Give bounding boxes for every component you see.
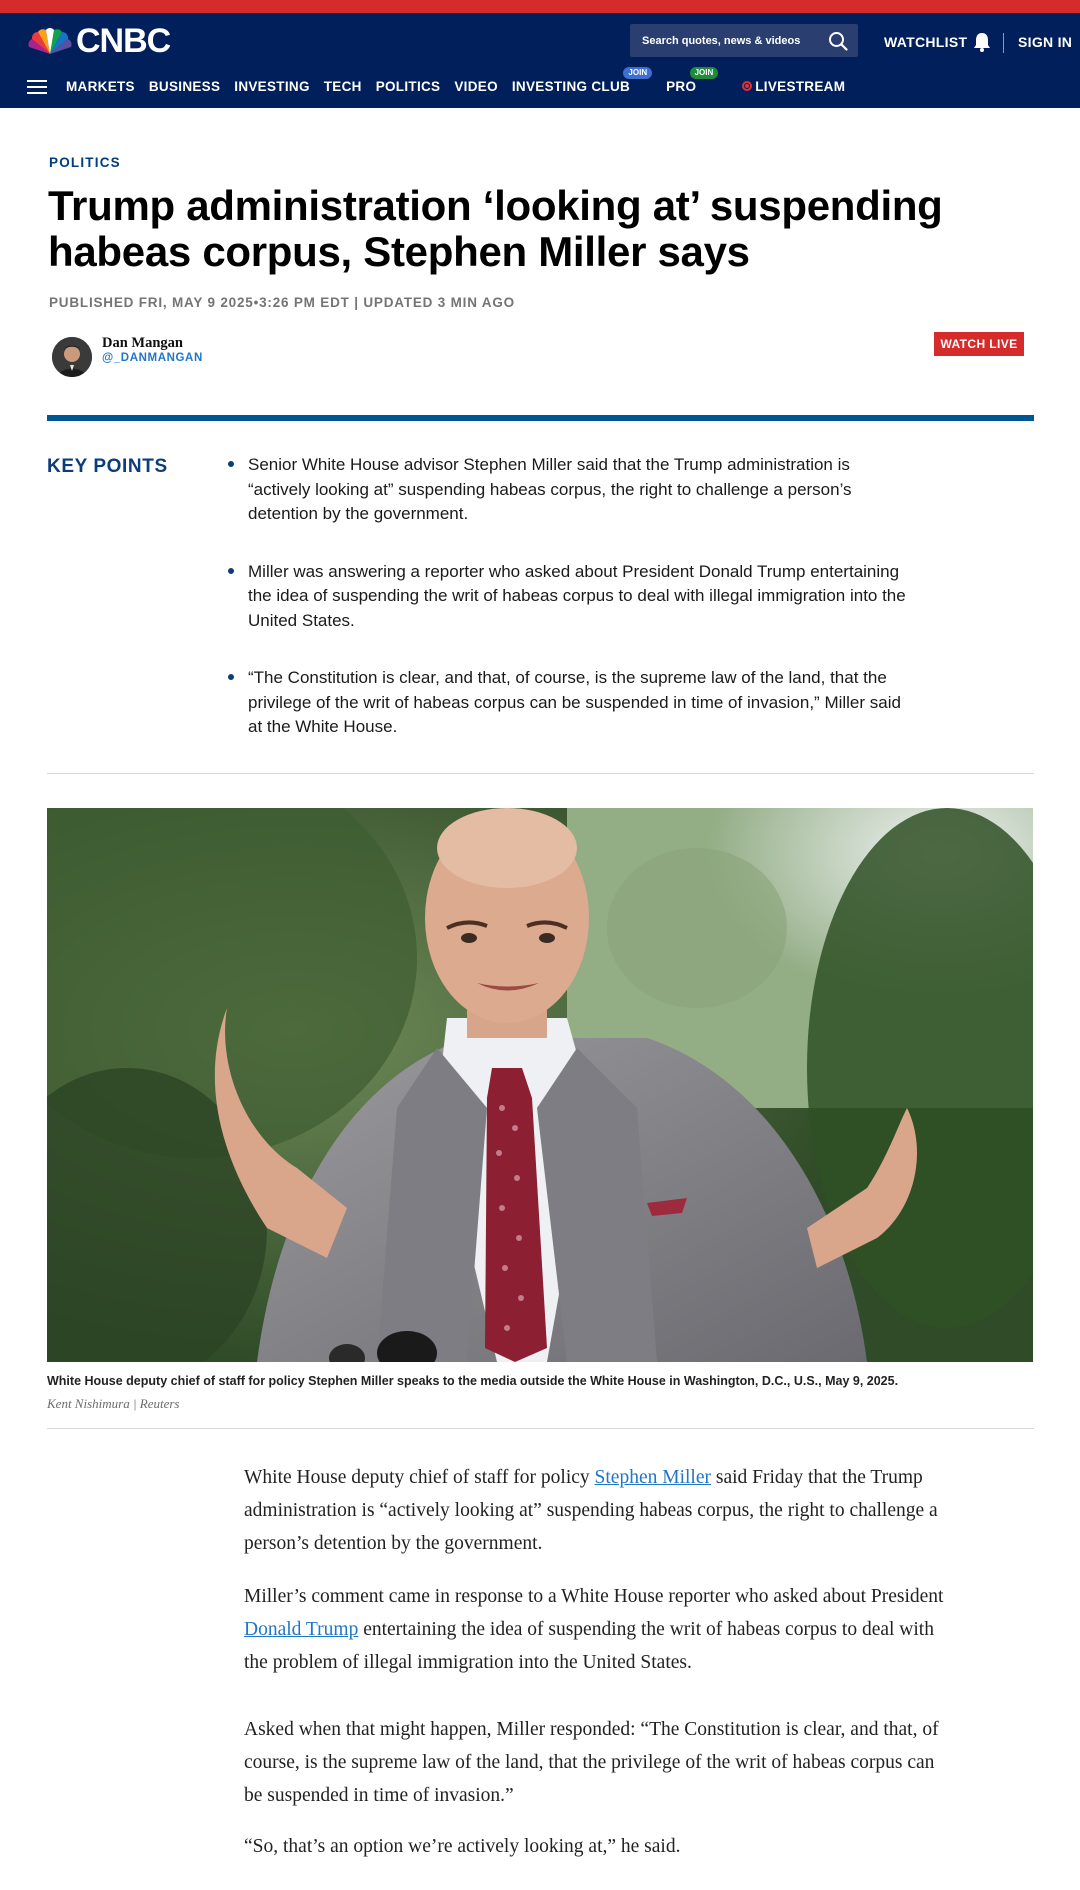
watchlist-label: WATCHLIST — [884, 34, 968, 50]
key-point: Miller was answering a reporter who asked about President Donald Trump entertaining the idea of suspending the writ of habeas corpus to deal with illegal immigration into the United States. — [226, 560, 906, 634]
body-text: said Friday that the Trump administration is “actively looking at” suspending habeas corpus, the right to challenge a person’s detention by the government. — [244, 1467, 938, 1554]
author-avatar[interactable] — [52, 337, 92, 377]
author-name[interactable]: Dan Mangan — [102, 335, 183, 351]
nav-livestream[interactable] — [742, 75, 845, 99]
body-paragraph — [244, 1580, 954, 1679]
bell-icon — [971, 31, 993, 53]
sign-in-link[interactable]: SIGN IN — [1018, 34, 1073, 50]
body-paragraph — [244, 1461, 954, 1560]
divider — [47, 1428, 1034, 1429]
nav-livestream-label: LIVESTREAM — [755, 79, 846, 94]
main-nav — [66, 68, 859, 99]
divider — [47, 773, 1034, 774]
nav-pro-label: PRO — [666, 79, 697, 94]
key-point: Senior White House advisor Stephen Miller said that the Trump administration is “actively looking at” suspending habeas corpus, the right to challenge a person’s detention by the government. — [226, 453, 906, 527]
hamburger-menu-icon[interactable] — [27, 79, 47, 95]
donald-trump-link[interactable]: Donald Trump — [244, 1619, 359, 1640]
body-paragraph: “So, that’s an option we’re actively looking at,” he said. — [244, 1836, 681, 1857]
nav-business[interactable]: BUSINESS — [148, 79, 221, 94]
body-paragraph: Asked when that might happen, Miller responded: “The Constitution is clear, and that, of course, is the supreme law of the land, that the privilege of the writ of habeas corpus can be suspended in time of invasion.” — [244, 1719, 939, 1806]
nav-investing-club[interactable] — [511, 68, 648, 99]
join-badge[interactable]: JOIN — [690, 67, 719, 79]
peacock-logo-icon — [28, 27, 72, 55]
cnbc-logo[interactable] — [28, 22, 171, 60]
stephen-miller-link[interactable]: Stephen Miller — [594, 1467, 711, 1488]
header-divider — [1003, 33, 1004, 53]
section-label[interactable]: POLITICS — [49, 155, 121, 170]
photo-caption: White House deputy chief of staff for policy Stephen Miller speaks to the media outside the White House in Washington, D.C., U.S., May 9, 2025. — [47, 1374, 899, 1388]
live-dot-icon — [742, 81, 752, 91]
avatar-image — [52, 337, 92, 377]
search-box[interactable] — [630, 24, 858, 57]
nav-video[interactable]: VIDEO — [454, 79, 498, 94]
body-text: Miller’s comment came in response to a White House reporter who asked about President — [244, 1586, 944, 1607]
site-header — [0, 13, 1080, 108]
join-badge[interactable]: JOIN — [623, 67, 652, 79]
key-points-top-rule — [47, 415, 1034, 421]
published-timestamp: PUBLISHED FRI, MAY 9 2025•3:26 PM EDT | UPDATED 3 MIN AGO — [49, 295, 515, 310]
breaking-news-strip[interactable] — [0, 0, 1080, 13]
nav-investing[interactable]: INVESTING — [234, 79, 310, 94]
key-points-list — [226, 453, 906, 773]
key-point: “The Constitution is clear, and that, of course, is the supreme law of the land, that the privilege of the writ of habeas corpus can be suspended in time of invasion,” Miller said at the White House. — [226, 666, 906, 740]
nav-investing-club-label: INVESTING CLUB — [511, 79, 631, 94]
author-handle[interactable]: @_DANMANGAN — [102, 352, 203, 364]
search-icon[interactable] — [828, 31, 848, 51]
article-headline: Trump administration ‘looking at’ suspending habeas corpus, Stephen Miller says — [48, 182, 943, 275]
nav-pro[interactable] — [666, 68, 714, 99]
nav-politics[interactable]: POLITICS — [375, 79, 441, 94]
nav-markets[interactable]: MARKETS — [66, 79, 135, 94]
photo-credit: Kent Nishimura | Reuters — [47, 1396, 180, 1411]
watchlist-link[interactable] — [884, 30, 993, 54]
body-text: White House deputy chief of staff for policy — [244, 1467, 595, 1488]
body-text: entertaining the idea of suspending the writ of habeas corpus to deal with the problem of illegal immigration into the United States. — [244, 1619, 934, 1673]
photo-stephen-miller — [47, 808, 1033, 1362]
logo-text: CNBC — [76, 22, 171, 60]
article-photo[interactable] — [47, 808, 1033, 1362]
search-input[interactable] — [642, 24, 822, 57]
watch-live-button[interactable]: WATCH LIVE — [934, 332, 1024, 356]
nav-tech[interactable]: TECH — [323, 79, 362, 94]
key-points-title: KEY POINTS — [47, 456, 168, 477]
